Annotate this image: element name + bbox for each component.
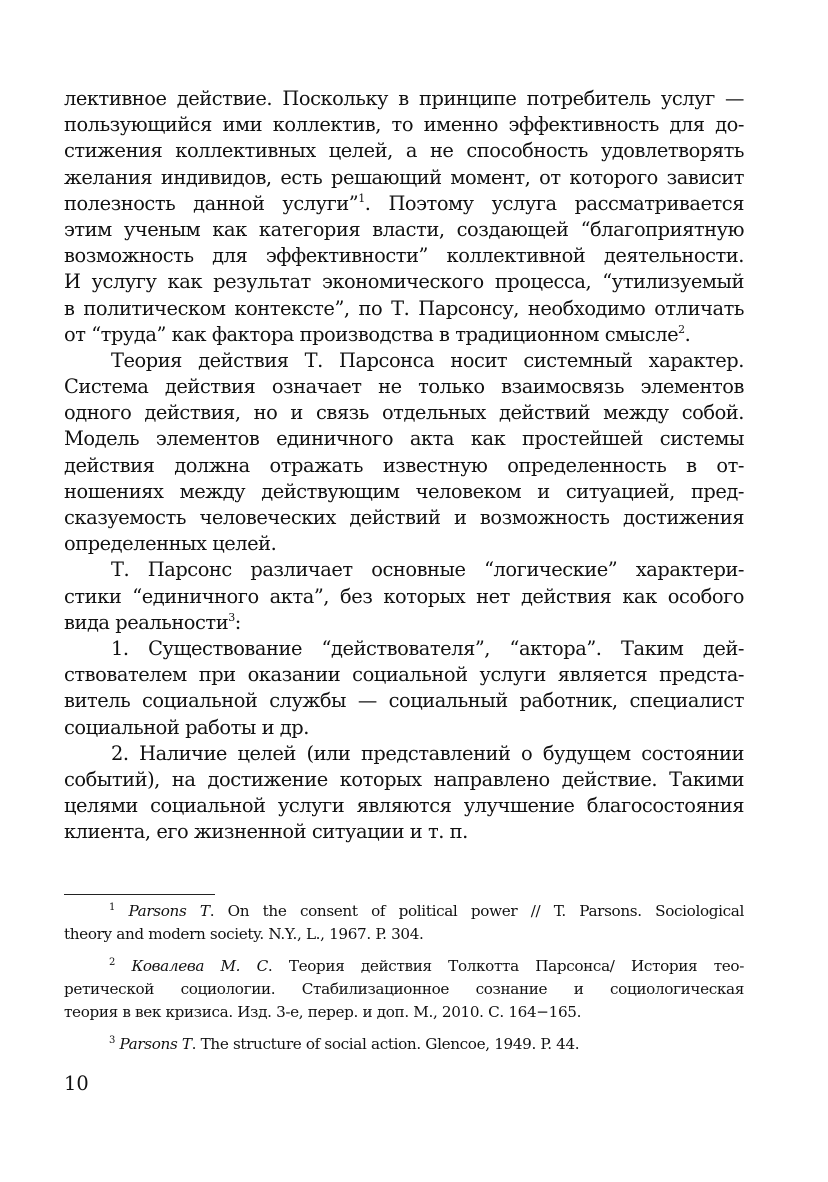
- text-line: желания индивидов, есть решающий момент, от которого зависит: [64, 165, 744, 189]
- text-line: И услугу как результат экономического процесса, “утилизуемый: [64, 270, 744, 294]
- footnote-ref-1: 1: [358, 191, 365, 205]
- footnote-divider: [64, 894, 215, 895]
- text-line: клиента, его жизненной ситуации и т. п.: [64, 820, 468, 844]
- footnote-ref-3: 3: [228, 610, 235, 624]
- text-line: в политическом контексте”, по Т. Парсонсу, необходимо отличать: [64, 296, 744, 320]
- text-line: Т. Парсонс различает основные “логические” характери-: [111, 558, 744, 582]
- text-line: Система действия означает не только взаимосвязь элементов: [64, 375, 744, 399]
- text-line: событий), на достижение которых направлено действие. Такими: [64, 767, 744, 791]
- footnote-2-line: ретической социологии. Стабилизационное сознание и социологическая: [64, 980, 744, 998]
- text-segment: . Поэтому услуга рассматривается: [364, 191, 744, 215]
- footnote-2-line: теория в век кризиса. Изд. 3-е, перер. и доп. М., 2010. С. 164−165.: [64, 1003, 582, 1021]
- footnote-text: . The structure of social action. Glencoe, 1949. P. 44.: [191, 1035, 580, 1053]
- footnote-text: . Теория действия Толкотта Парсонса/ История тео-: [267, 957, 745, 975]
- text-line: определенных целей.: [64, 532, 277, 556]
- footnote-2: [64, 955, 744, 978]
- footnote-author: Parsons T: [128, 902, 210, 920]
- text-line: [64, 610, 744, 636]
- text-segment: полезность данной услуги”: [64, 191, 359, 215]
- text-line: ношениях между действующим человеком и ситуацией, пред-: [64, 479, 744, 503]
- text-line: одного действия, но и связь отдельных действий между собой.: [64, 401, 744, 425]
- text-line: [64, 191, 744, 217]
- text-segment: от “труда” как фактора производства в традиционном смысле: [64, 322, 679, 346]
- footnote-1: [64, 900, 744, 923]
- footnote-number: 3: [109, 1035, 116, 1046]
- footnote-text: . On the consent of political power // T. Parsons. Sociological: [209, 902, 745, 920]
- text-line: этим ученым как категория власти, создающей “благоприятную: [64, 217, 744, 241]
- text-line: [64, 322, 744, 348]
- footnotes: [64, 900, 744, 1056]
- text-line: 2. Наличие целей (или представлений о будущем состоянии: [111, 741, 744, 765]
- text-line: целями социальной услуги являются улучшение благосостояния: [64, 794, 744, 818]
- text-line: сказуемость человеческих действий и возможность достижения: [64, 506, 744, 529]
- text-line: пользующийся ими коллектив, то именно эффективность для до-: [64, 113, 744, 137]
- text-line: лективное действие. Поскольку в принципе потребитель услуг —: [64, 87, 744, 110]
- footnote-author: Parsons T: [119, 1035, 192, 1053]
- footnote-ref-2: 2: [678, 322, 685, 336]
- text-line: действия должна отражать известную определенность в от-: [64, 453, 744, 477]
- footnote-1-line: theory and modern society. N.Y., L., 1967. P. 304.: [64, 925, 424, 943]
- text-line: витель социальной службы — социальный работник, специалист: [64, 689, 744, 713]
- text-segment: :: [234, 610, 241, 634]
- footnote-author: Ковалева М. С: [131, 957, 268, 975]
- text-line: Модель элементов единичного акта как простейшей системы: [64, 427, 744, 451]
- footnote-number: 2: [109, 957, 116, 968]
- text-line: ствователем при оказании социальной услуги является предста-: [64, 663, 744, 687]
- text-line: 1. Существование “действователя”, “актора”. Таким дей-: [111, 636, 744, 660]
- text-line: стики “единичного акта”, без которых нет действия как особого: [64, 584, 744, 608]
- text-line: стижения коллективных целей, а не способность удовлетворять: [64, 139, 744, 163]
- text-segment: .: [684, 322, 691, 346]
- page-number: 10: [64, 1072, 89, 1095]
- text-line: социальной работы и др.: [64, 715, 309, 739]
- text-segment: вида реальности: [64, 610, 229, 634]
- text-line: Теория действия Т. Парсонса носит системный характер.: [111, 348, 744, 372]
- text-line: возможность для эффективности” коллективной деятельности.: [64, 244, 744, 268]
- footnote-number: 1: [109, 902, 116, 913]
- main-text: [64, 86, 744, 845]
- footnote-3: [64, 1033, 744, 1056]
